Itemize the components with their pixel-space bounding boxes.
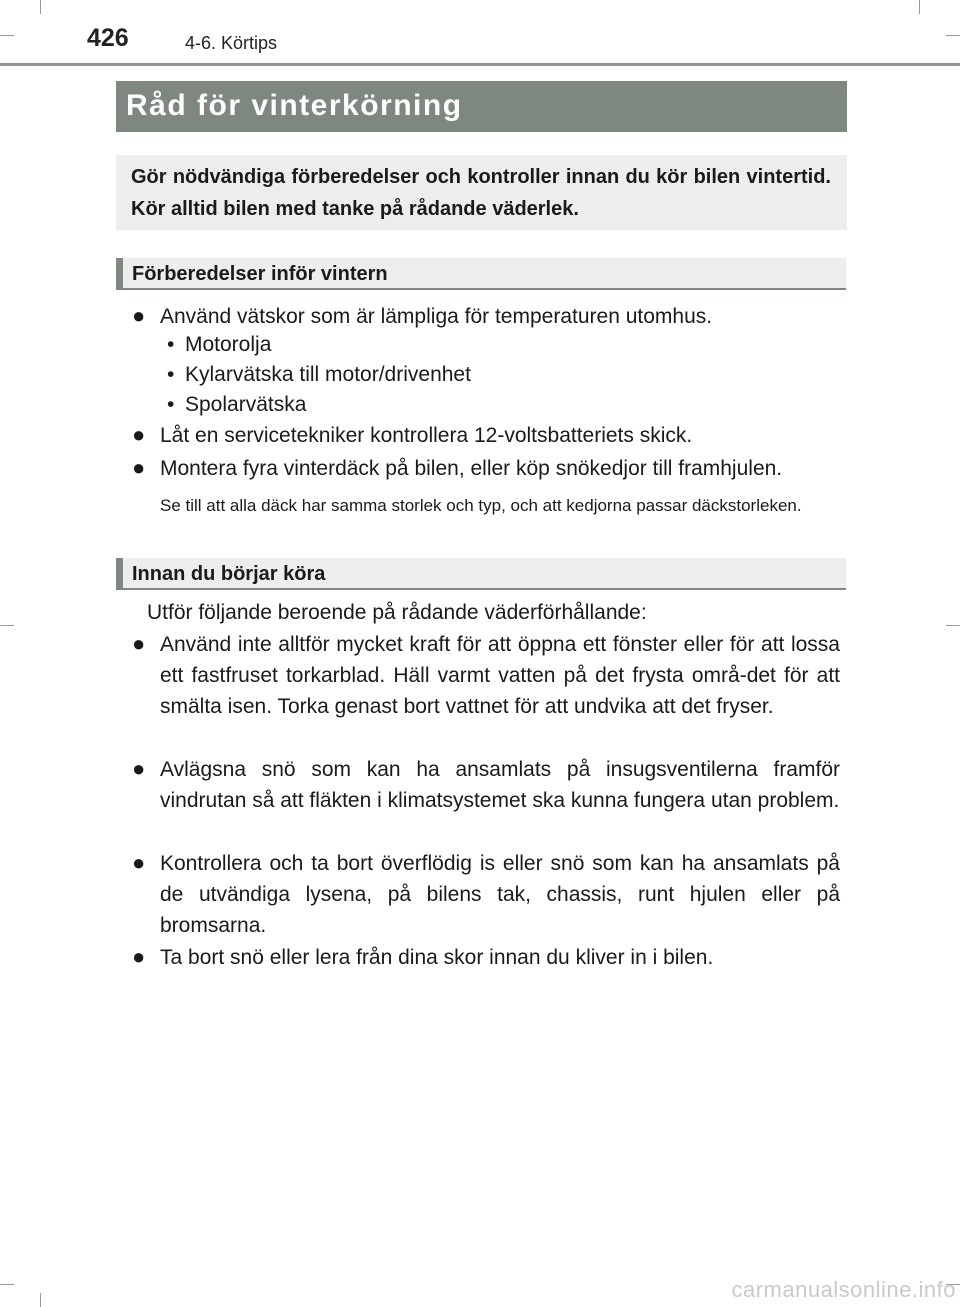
sub-bullet-icon: •	[167, 333, 175, 356]
page-title-bar	[116, 81, 847, 132]
watermark: carmanualsonline.info	[731, 1277, 956, 1302]
crop-mark	[0, 625, 14, 626]
list-item: Avlägsna snö som kan ha ansamlats på insugsventilerna framför vindrutan så att fläkten i klimatsystemet ska kunna fungera utan problem.	[160, 758, 840, 812]
crop-mark	[0, 35, 14, 36]
note-text: Se till att alla däck har samma storlek och typ, och att kedjorna passar däckstorleken.	[160, 496, 802, 515]
intro-box	[116, 155, 847, 230]
section-reference: 4-6. Körtips	[185, 33, 278, 53]
bullet-icon: ●	[132, 455, 146, 480]
list-item: Montera fyra vinterdäck på bilen, eller köp snökedjor till framhjulen.	[160, 457, 783, 480]
sub-list-item-label: Spolarvätska	[185, 393, 307, 416]
list-item: Kontrollera och ta bort överflödig is eller snö som kan ha ansamlats på de utvändiga lysena, på bilens tak, chassis, runt hjulen eller på bromsarna.	[160, 852, 840, 937]
sub-list-item-label: Motorolja	[185, 333, 272, 356]
sub-bullet-icon: •	[167, 363, 175, 386]
bullet-icon: ●	[132, 850, 146, 875]
list-item: Använd vätskor som är lämpliga för temperaturen utomhus.	[160, 305, 713, 328]
sub-list-item-label: Kylarvätska till motor/drivenhet	[185, 363, 471, 386]
section-heading-before-driving	[116, 558, 846, 590]
section-heading-label: Förberedelser inför vintern	[132, 263, 388, 285]
page-title: Råd för vinterkörning	[126, 89, 463, 122]
list-item: Ta bort snö eller lera från dina skor innan du kliver in i bilen.	[160, 946, 714, 969]
sub-list-item	[167, 390, 306, 420]
list-item: Använd inte alltför mycket kraft för att öppna ett fönster eller för att lossa ett fastfruset torkarblad. Häll varmt vatten på det frysta områ-det för att smälta isen. Torka genast bort vattnet för att undvika att det fryser.	[160, 633, 840, 718]
bullet-icon: ●	[132, 303, 146, 328]
bullet-icon: ●	[132, 631, 146, 656]
section-heading-label: Innan du börjar köra	[132, 563, 326, 585]
lead-text: Utför följande beroende på rådande väderförhållande:	[147, 601, 647, 624]
sub-bullet-icon: •	[167, 393, 175, 416]
crop-mark	[919, 0, 920, 14]
heading-accent-bar	[116, 258, 123, 288]
crop-mark	[40, 0, 41, 14]
sub-list-item	[167, 360, 471, 390]
bullet-icon: ●	[132, 944, 146, 969]
crop-mark	[40, 1293, 41, 1307]
heading-accent-bar	[116, 558, 123, 588]
bullet-icon: ●	[132, 756, 146, 781]
list-item: Låt en servicetekniker kontrollera 12-voltsbatteriets skick.	[160, 424, 693, 447]
crop-mark	[946, 35, 960, 36]
crop-mark	[0, 1284, 14, 1285]
crop-mark	[946, 625, 960, 626]
bullet-icon: ●	[132, 422, 146, 447]
section-heading-preparations	[116, 258, 846, 290]
sub-list-item	[167, 330, 271, 360]
page-number: 426	[87, 24, 129, 52]
intro-text: Gör nödvändiga förberedelser och kontroller innan du kör bilen vintertid. Kör alltid bilen med tanke på rådande väderlek.	[131, 166, 831, 220]
header-rule	[0, 63, 960, 66]
